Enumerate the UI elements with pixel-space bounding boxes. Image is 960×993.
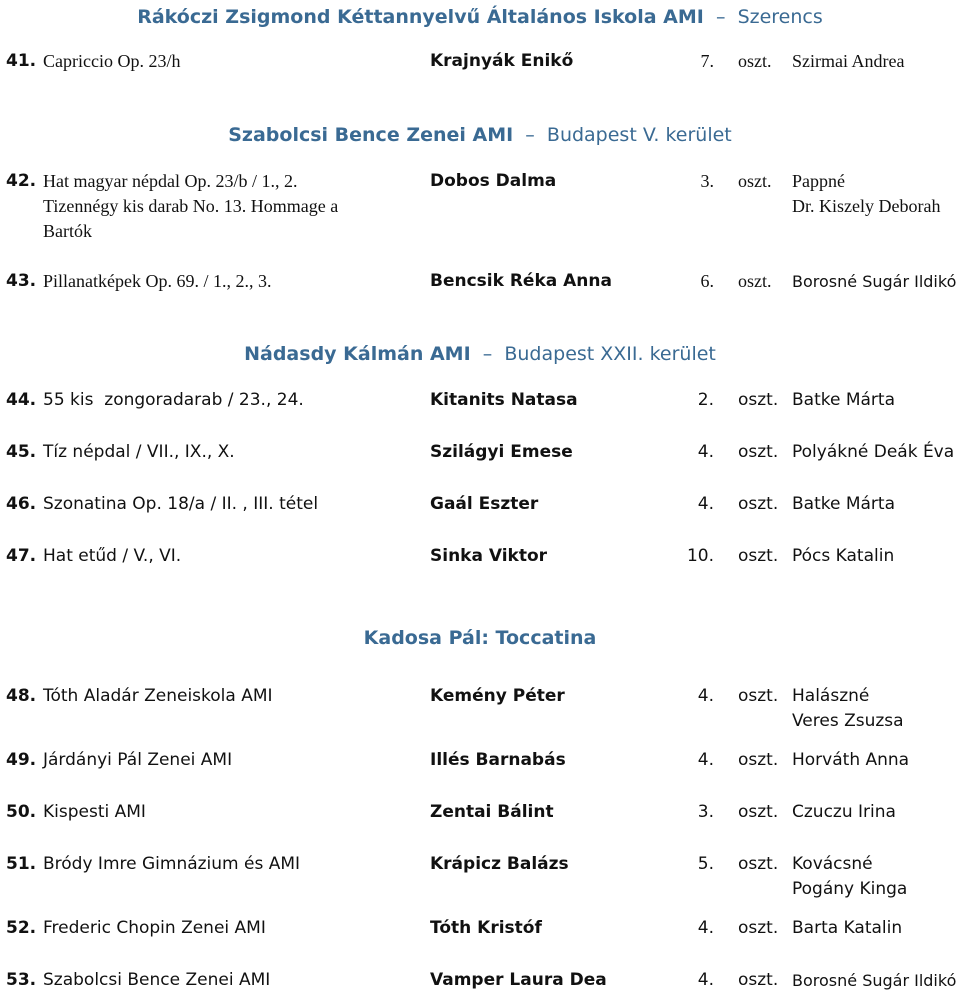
entry-class-label: oszt. xyxy=(738,854,779,874)
entry-title: Capriccio Op. 23/h xyxy=(43,51,181,71)
entry-performer: Sinka Viktor xyxy=(430,546,548,566)
school-location: Budapest XXII. kerület xyxy=(504,343,716,365)
entry-grade: 4. xyxy=(697,686,714,706)
entry-grade: 10. xyxy=(686,546,714,566)
entry-grade: 6. xyxy=(700,271,714,291)
entry-title: Tíz népdal / VII., IX., X. xyxy=(43,442,235,462)
entry-teacher: Pappné Dr. Kiszely Deborah xyxy=(792,171,941,216)
entry-performer: Krápicz Balázs xyxy=(430,854,569,874)
entry-number: 49. xyxy=(6,750,37,770)
entry-teacher: Szirmai Andrea xyxy=(792,51,905,71)
section-heading-budapest-xxii: Nádasdy Kálmán AMI – Budapest XXII. kerület xyxy=(244,343,716,365)
entry-grade: 2. xyxy=(697,390,714,410)
entry-grade: 4. xyxy=(697,970,714,990)
entry-grade: 4. xyxy=(697,918,714,938)
entry-number: 51. xyxy=(6,854,37,874)
entry-teacher: Czuczu Irina xyxy=(792,802,896,822)
entry-title: Hat etűd / V., VI. xyxy=(43,546,182,566)
entry-title: 55 kis zongoradarab / 23., 24. xyxy=(43,390,304,410)
entry-performer: Tóth Kristóf xyxy=(430,918,542,938)
entry-number: 43. xyxy=(6,271,37,291)
entry-class-label: oszt. xyxy=(738,686,779,706)
entry-teacher: Borosné Sugár Ildikó xyxy=(792,971,957,990)
entry-number: 53. xyxy=(6,970,37,990)
entry-grade: 4. xyxy=(697,494,714,514)
entry-number: 41. xyxy=(6,51,37,71)
entry-number: 45. xyxy=(6,442,37,462)
entry-number: 47. xyxy=(6,546,37,566)
entry-class-label: oszt. xyxy=(738,390,779,410)
section-heading-budapest-v: Szabolcsi Bence Zenei AMI – Budapest V. kerület xyxy=(228,124,732,146)
entry-class-label: oszt. xyxy=(738,970,779,990)
entry-grade: 4. xyxy=(697,750,714,770)
entry-performer: Illés Barnabás xyxy=(430,750,566,770)
entry-title: Kispesti AMI xyxy=(43,802,146,822)
entry-class-label: oszt. xyxy=(738,171,772,191)
entry-title: Szonatina Op. 18/a / II. , III. tétel xyxy=(43,494,319,514)
entry-performer: Bencsik Réka Anna xyxy=(430,271,612,291)
entry-teacher: Polyákné Deák Éva xyxy=(792,442,955,462)
school-name: Rákóczi Zsigmond Kéttannyelvű Általános Iskola AMI xyxy=(137,6,704,28)
school-location: Szerencs xyxy=(737,6,823,28)
entry-title: Tóth Aladár Zeneiskola AMI xyxy=(43,686,273,706)
entry-teacher: Horváth Anna xyxy=(792,750,910,770)
entry-grade: 7. xyxy=(700,51,714,71)
entry-grade: 3. xyxy=(700,171,714,191)
entry-class-label: oszt. xyxy=(738,271,772,291)
entry-grade: 3. xyxy=(697,802,714,822)
entry-title: Szabolcsi Bence Zenei AMI xyxy=(43,970,271,990)
entry-teacher: Halászné Veres Zsuzsa xyxy=(792,686,904,731)
entry-grade: 5. xyxy=(697,854,714,874)
entry-number: 52. xyxy=(6,918,37,938)
entry-performer: Vamper Laura Dea xyxy=(430,970,607,990)
entry-teacher: Pócs Katalin xyxy=(792,546,895,566)
piece-heading: Kadosa Pál: Toccatina xyxy=(363,627,597,649)
entry-grade: 4. xyxy=(697,442,714,462)
entry-number: 48. xyxy=(6,686,37,706)
entry-performer: Krajnyák Enikő xyxy=(430,51,574,71)
entry-class-label: oszt. xyxy=(738,546,779,566)
entry-title: Pillanatképek Op. 69. / 1., 2., 3. xyxy=(43,271,272,291)
entry-performer: Kemény Péter xyxy=(430,686,565,706)
entry-class-label: oszt. xyxy=(738,51,772,71)
entry-teacher: Barta Katalin xyxy=(792,918,903,938)
entry-performer: Dobos Dalma xyxy=(430,171,557,191)
entry-title: Járdányi Pál Zenei AMI xyxy=(43,750,233,770)
section-heading-toccatina xyxy=(0,626,960,650)
entry-teacher: Batke Márta xyxy=(792,390,896,410)
entry-class-label: oszt. xyxy=(738,802,779,822)
entry-number: 42. xyxy=(6,171,37,191)
entry-title: Frederic Chopin Zenei AMI xyxy=(43,918,266,938)
entry-number: 46. xyxy=(6,494,37,514)
entry-performer: Szilágyi Emese xyxy=(430,442,573,462)
entry-class-label: oszt. xyxy=(738,494,779,514)
school-location: Budapest V. kerület xyxy=(546,124,732,146)
entry-teacher: Kovácsné Pogány Kinga xyxy=(792,854,908,899)
entry-number: 44. xyxy=(6,390,37,410)
entry-class-label: oszt. xyxy=(738,918,779,938)
entry-title: Bródy Imre Gimnázium és AMI xyxy=(43,854,301,874)
entry-class-label: oszt. xyxy=(738,442,779,462)
section-heading-szerencs: Rákóczi Zsigmond Kéttannyelvű Általános Iskola AMI – Szerencs xyxy=(137,6,823,28)
entry-performer: Gaál Eszter xyxy=(430,494,539,514)
entry-performer: Zentai Bálint xyxy=(430,802,554,822)
school-name: Szabolcsi Bence Zenei AMI xyxy=(228,124,514,146)
entry-title: Hat magyar népdal Op. 23/b / 1., 2. Tizennégy kis darab No. 13. Hommage a Bartók xyxy=(43,171,339,241)
entry-teacher: Borosné Sugár Ildikó xyxy=(792,272,957,291)
entry-teacher: Batke Márta xyxy=(792,494,896,514)
school-name: Nádasdy Kálmán AMI xyxy=(244,343,471,365)
entry-number: 50. xyxy=(6,802,37,822)
entry-performer: Kitanits Natasa xyxy=(430,390,578,410)
entry-class-label: oszt. xyxy=(738,750,779,770)
